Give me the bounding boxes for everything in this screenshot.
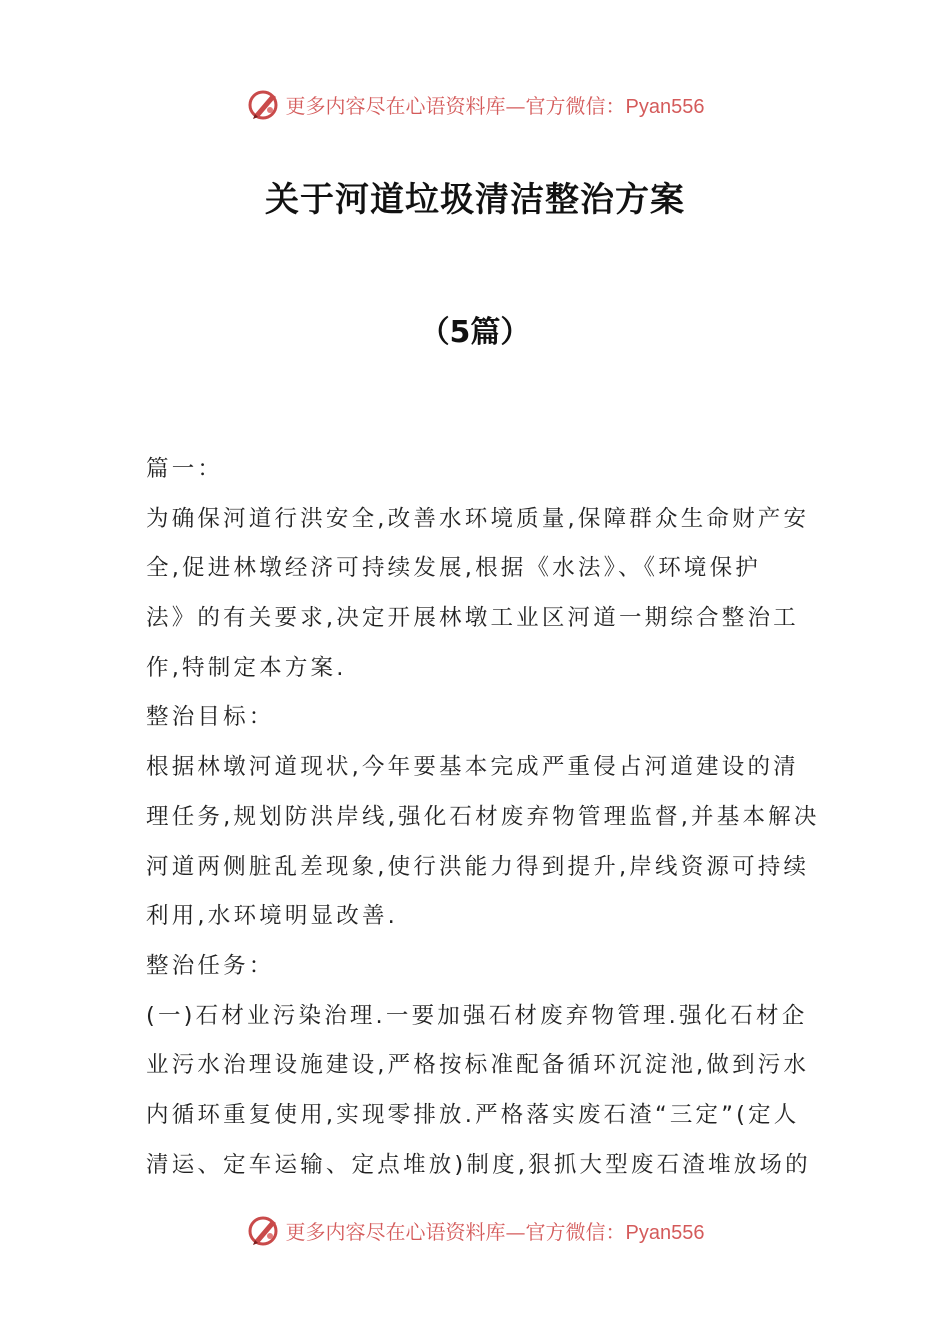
watermark-header bbox=[0, 82, 950, 126]
watermark-text: 更多内容尽在心语资料库—官方微信：Pyan556 bbox=[285, 1219, 705, 1244]
text-line: 理任务,规划防洪岸线,强化石材废弃物管理监督,并基本解决 bbox=[146, 803, 820, 830]
text-line: 根据林墩河道现状,今年要基本完成严重侵占河道建设的清 bbox=[146, 754, 799, 781]
text-line: 法》的有关要求,决定开展林墩工业区河道一期综合整治工 bbox=[146, 605, 799, 632]
pen-logo-icon bbox=[246, 86, 282, 122]
watermark-text: 更多内容尽在心语资料库—官方微信：Pyan556 bbox=[285, 93, 705, 118]
text-line: 整治任务： bbox=[146, 952, 275, 979]
text-line: 河道两侧脏乱差现象,使行洪能力得到提升,岸线资源可持续 bbox=[146, 853, 810, 880]
text-line: 整治目标： bbox=[146, 704, 275, 731]
watermark-footer bbox=[0, 1208, 950, 1252]
text-line: 作,特制定本方案. bbox=[146, 654, 347, 681]
text-line: 内循环重复使用,实现零排放.严格落实废石渣“三定”(定人 bbox=[146, 1101, 800, 1128]
text-line: 全,促进林墩经济可持续发展,根据《水法》、《环境保护 bbox=[146, 555, 762, 582]
document-body bbox=[146, 445, 820, 1190]
text-line: 为确保河道行洪安全,改善水环境质量,保障群众生命财产安 bbox=[146, 505, 810, 532]
text-line: 利用,水环境明显改善. bbox=[146, 903, 399, 930]
text-line: 业污水治理设施建设,严格按标准配备循环沉淀池,做到污水 bbox=[146, 1052, 810, 1079]
pen-logo-icon bbox=[246, 1212, 282, 1248]
text-line: 清运、定车运输、定点堆放)制度,狠抓大型废石渣堆放场的 bbox=[146, 1151, 811, 1178]
document-title: 关于河道垃圾清洁整治方案 bbox=[265, 180, 685, 220]
wechat-id: Pyan556 bbox=[625, 1221, 705, 1244]
text-line: 篇一： bbox=[146, 456, 224, 482]
document-subtitle: （5篇） bbox=[419, 315, 531, 350]
wechat-id: Pyan556 bbox=[625, 95, 705, 118]
text-line: (一)石材业污染治理.一要加强石材废弃物管理.强化石材企 bbox=[146, 1002, 808, 1029]
